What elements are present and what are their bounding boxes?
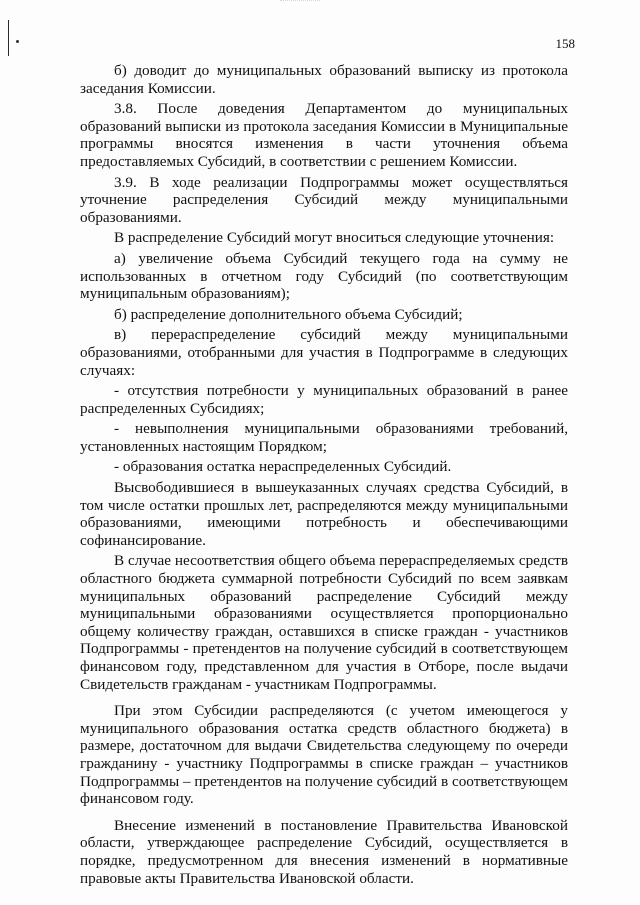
scan-artifact-top (280, 0, 320, 7)
sub-item-no-need: - отсутствия потребности у муниципальных образований в ранее распределенных Субсидиях; (80, 382, 568, 417)
document-body (80, 62, 568, 887)
paragraph-distribution-size: При этом Субсидии распределяются (с учетом имеющегося у муниципального образования остатка средств областного бюджета) в размере, достаточном для выдачи Свидетельства следующему по очереди гражданину - участнику Подпрограммы в списке граждан – участников Подпрограммы – претендентов на получение субсидий в соответствующем финансовом году. (80, 702, 568, 808)
scan-artifact-dot (16, 40, 19, 43)
list-item-v: в) перераспределение субсидий между муниципальными образованиями, отобранными для участия в Подпрограмме в следующих случаях: (80, 326, 568, 379)
scan-artifact-left-edge (8, 20, 9, 56)
paragraph-3-8: 3.8. После доведения Департаментом до муниципальных образований выписки из протокола заседания Комиссии в Муниципальные программы вносятся изменения в части уточнения объема предоставляемых Субсидий, в соответствии с решением Комиссии. (80, 100, 568, 170)
sub-item-non-compliance: - невыполнения муниципальными образованиями требований, установленных настоящим Порядком; (80, 420, 568, 455)
sub-item-remainder: - образования остатка нераспределенных Субсидий. (114, 458, 452, 476)
paragraph-clarifications-intro: В распределение Субсидий могут вноситься следующие уточнения: (114, 229, 555, 247)
paragraph-released-funds: Высвободившиеся в вышеуказанных случаях средства Субсидий, в том числе остатки прошлых лет, распределяются между муниципальными образованиями, имеющими потребность и обеспечивающими софинансирование. (80, 479, 568, 549)
paragraph-3-9: 3.9. В ходе реализации Подпрограммы может осуществляться уточнение распределения Субсидий между муниципальными образованиями. (80, 173, 568, 226)
paragraph-mismatch-case: В случае несоответствия общего объема перераспределяемых средств областного бюджета суммарной потребности Субсидий по всем заявкам муниципальных образований распределение Субсидий между муниципальными образованиями осуществляется пропорционально общему количеству граждан, оставшихся в списке граждан - участников Подпрограммы - претендентов на получение субсидий в соответствующем финансовом году, представленном для участия в Отборе, после выдачи Свидетельств гражданам - участникам Подпрограммы. (80, 552, 568, 693)
page-number: 158 (555, 36, 575, 51)
paragraph-b-extract: б) доводит до муниципальных образований выписку из протокола заседания Комиссии. (80, 62, 568, 97)
list-item-b: б) распределение дополнительного объема Субсидий; (114, 305, 463, 323)
list-item-a: а) увеличение объема Субсидий текущего года на сумму не использованных в отчетном году Субсидий (по соответствующим муниципальным образованиям); (80, 249, 568, 303)
paragraph-amendments: Внесение изменений в постановление Правительства Ивановской области, утверждающее распределение Субсидий, осуществляется в порядке, предусмотренном для внесения изменений в нормативные правовые акты Правительства Ивановской области. (80, 816, 568, 887)
